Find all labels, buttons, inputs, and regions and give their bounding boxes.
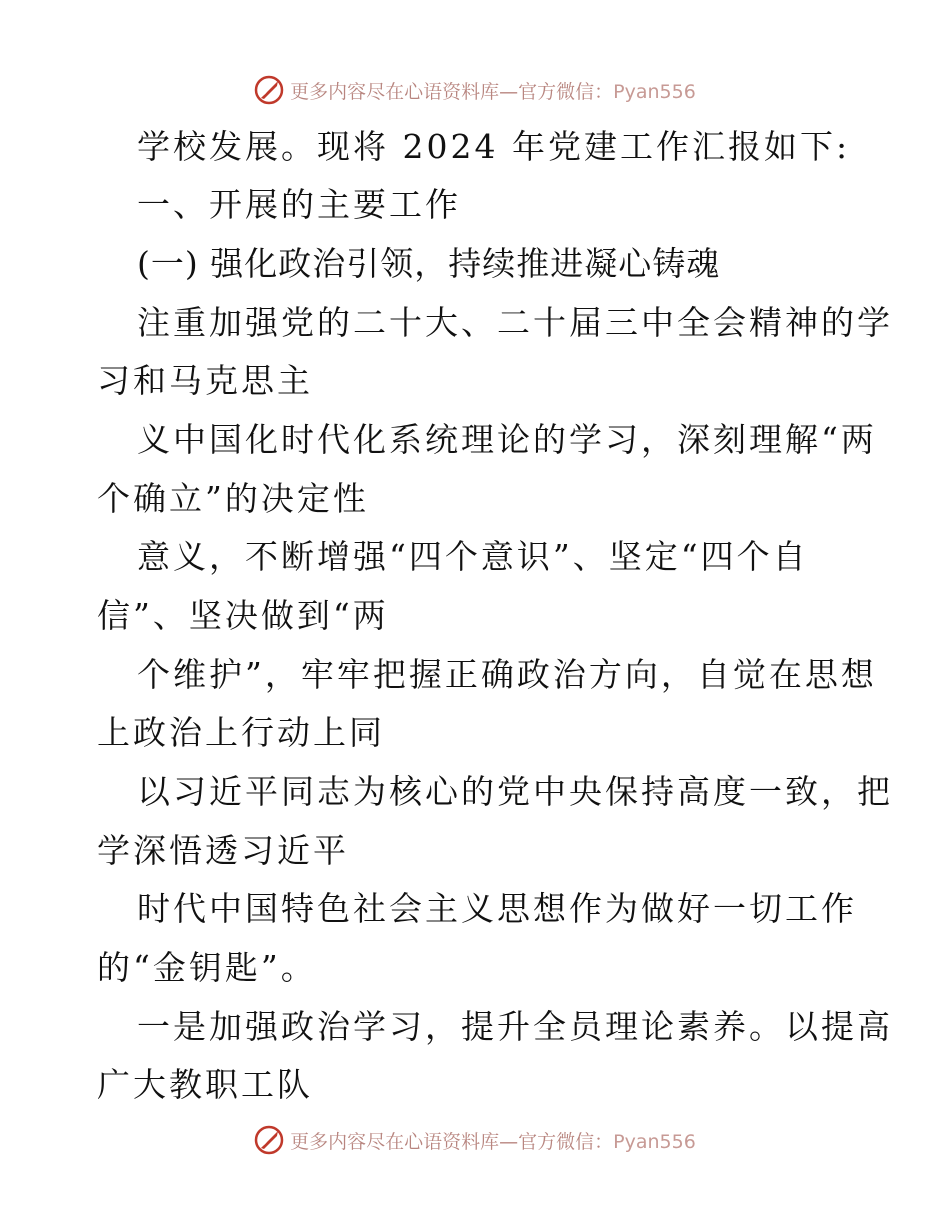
body-line: 个确立”的决定性 [97,479,369,518]
body-line: 时代中国特色社会主义思想作为做好一切工作 [137,889,857,928]
body-line: 以习近平同志为核心的党中央保持高度一致，把 [137,772,893,811]
body-line: 一是加强政治学习，提升全员理论素养。以提高 [137,1007,893,1046]
body-line: 上政治上行动上同 [97,713,385,752]
quill-pen-logo-icon [254,1125,284,1155]
footer-watermark [0,1120,950,1160]
body-line: 习和马克思主 [97,361,313,400]
body-line: 义中国化时代化系统理论的学习，深刻理解“两 [137,420,877,459]
quill-pen-logo-icon [254,75,284,105]
body-line: 学校发展。现将 2024 年党建工作汇报如下: [137,127,851,166]
body-line: 个维护”，牢牢把握正确政治方向，自觉在思想 [137,655,877,694]
watermark-text: 更多内容尽在心语资料库—官方微信：Pyan556 [290,1130,696,1153]
section-heading: 一、开展的主要工作 [137,185,461,224]
body-line: 意义，不断增强“四个意识”、坚定“四个自 [137,537,809,576]
body-line: 注重加强党的二十大、二十届三中全会精神的学 [137,303,893,342]
watermark-text: 更多内容尽在心语资料库—官方微信：Pyan556 [290,80,696,103]
body-line: 信”、坚决做到“两 [97,596,389,635]
body-line: 学深悟透习近平 [97,831,349,870]
subsection-heading: (一) 强化政治引领，持续推进凝心铸魂 [137,244,721,283]
body-line: 广大教职工队 [97,1065,313,1104]
header-watermark [0,70,950,110]
body-line: 的“金钥匙”。 [97,948,317,987]
